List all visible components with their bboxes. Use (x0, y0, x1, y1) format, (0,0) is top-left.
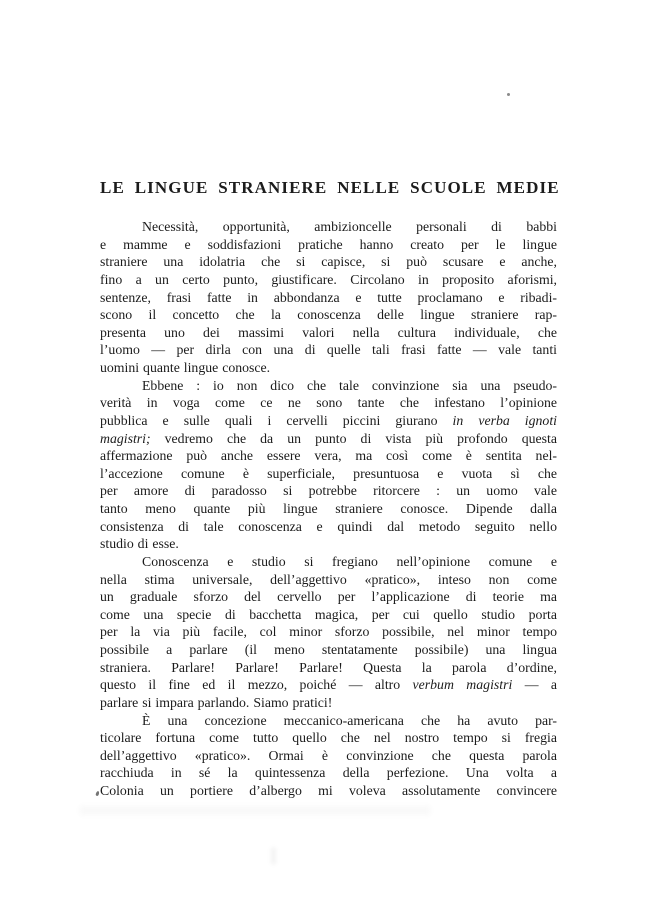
text-line: per amore di paradosso si potrebbe ritorcere : un uomo vale (100, 483, 557, 499)
text-line: l’uomo — per dirla con una di quelle tali frasi fatte — vale tanti (100, 342, 557, 358)
paragraph (100, 218, 557, 377)
text-line: questo il fine ed il mezzo, poiché — altro verbum magistri — a (100, 677, 557, 693)
paragraph (100, 712, 557, 800)
text-line: studio di esse. (100, 536, 179, 552)
text-line: Ebbene : io non dico che tale convinzione sia una pseudo- (142, 377, 557, 393)
text-line: nella stima universale, dell’aggettivo «pratico», inteso non come (100, 571, 557, 587)
text-line: straniera. Parlare! Parlare! Parlare! Questa la parola d’ordine, (100, 659, 557, 675)
text-line: Conoscenza e studio si fregiano nell’opinione comune e (142, 553, 557, 569)
text-line: scono il concetto che la conoscenza delle lingue straniere rap- (100, 307, 557, 323)
text-line: l’accezione comune è superficiale, presuntuosa e vuota sì che (100, 465, 557, 481)
text-line: straniere una idolatria che si capisce, si può scusare e anche, (100, 254, 557, 270)
scan-speck (507, 93, 510, 96)
text-line: uomini quante lingue conosce. (100, 360, 271, 375)
page-text (100, 218, 557, 800)
paragraph (100, 377, 557, 553)
text-line: affermazione può anche essere vera, ma così come è sentita nel- (100, 448, 557, 464)
text-line: Necessità, opportunità, ambizioncelle personali di babbi (142, 219, 557, 234)
text-line: presenta uno dei massimi valori nella cultura individuale, che (100, 324, 557, 340)
text-line: per la via più facile, col minor sforzo possibile, nel minor tempo (100, 624, 557, 640)
text-line: sentenze, frasi fatte in abbondanza e tutte proclamano e ribadi- (100, 289, 557, 305)
text-line: verità in voga come ce ne sono tante che infestano l’opinione (100, 395, 557, 411)
scan-smudge (271, 848, 276, 864)
text-line: magistri; vedremo che da un punto di vista più profondo questa (100, 430, 557, 446)
paragraph (100, 553, 557, 712)
text-line: ticolare fortuna come tutto quello che nel nostro tempo si fregia (100, 730, 557, 746)
text-line: fino a un certo punto, giustificare. Circolano in proposito aforismi, (100, 271, 557, 287)
text-line: È una concezione meccanico-americana che ha avuto par- (142, 712, 557, 728)
text-line: tanto meno quante più lingue straniere conosce. Dipende dalla (100, 501, 557, 516)
text-line: consistenza di tale conoscenza e quindi dal metodo seguito nello (100, 518, 557, 534)
text-line: Colonia un portiere d’albergo mi voleva assolutamente convincere (100, 783, 557, 798)
text-line: un graduale sforzo del cervello per l’applicazione di teorie ma (100, 589, 557, 605)
text-line: come una specie di bacchetta magica, per cui quello studio porta (100, 606, 557, 622)
text-line: dell’aggettivo «pratico». Ormai è convinzione che questa parola (100, 747, 557, 763)
text-line: racchiuda in sé la quintessenza della perfezione. Una volta a (100, 765, 557, 781)
scan-smudge (80, 806, 430, 815)
text-line: possibile a parlare (il meno stentatamente possibile) una lingua (100, 642, 557, 657)
text-line: parlare si impara parlando. Siamo pratici! (100, 694, 333, 710)
text-line: e mamme e soddisfazioni pratiche hanno creato per le lingue (100, 236, 557, 252)
page-title: LE LINGUE STRANIERE NELLE SCUOLE MEDIE (100, 178, 560, 198)
text-line: pubblica e sulle quali i cervelli piccini giurano in verba ignoti (100, 412, 557, 428)
